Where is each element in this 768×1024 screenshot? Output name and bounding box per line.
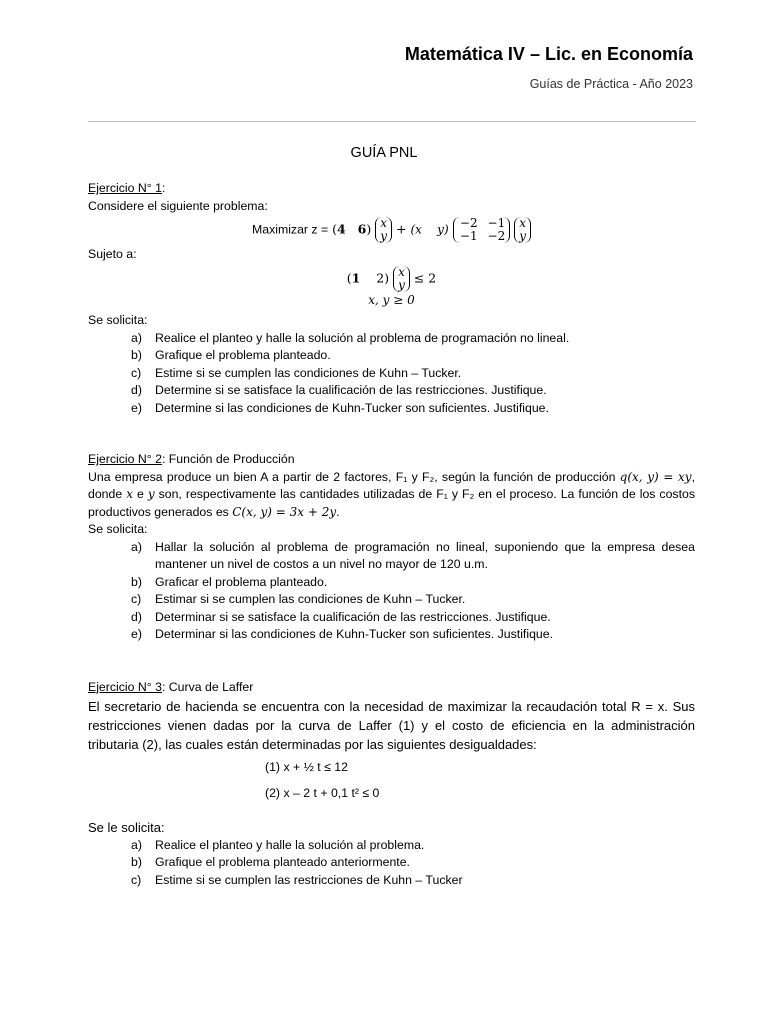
exercise-3-paragraph: El secretario de hacienda se encuentra con la necesidad de maximizar la recaudación total R = x. Sus restricciones vienen dadas por la curva de Laffer (1) y el costo de eficiencia en la administración tributaria (2), las cuales están determinadas por las siguientes desigualdades: <box>88 698 695 752</box>
list-item: b) Grafique el problema planteado. <box>131 348 331 362</box>
header-subtitle: Guías de Práctica - Año 2023 <box>529 77 693 91</box>
exercise-2-items <box>88 539 695 644</box>
xy-column-vector: x y <box>375 217 392 243</box>
exercise-1-intro: Considere el siguiente problema: <box>88 198 268 213</box>
exercise-2-title: Ejercicio N° 2: Función de Producción <box>88 452 295 466</box>
list-item: a) Realice el planteo y halle la solución al problema. <box>131 837 425 852</box>
objective-linear-vector: (4 6) <box>332 221 372 237</box>
list-item: e) Determine si las condiciones de Kuhn-Tucker son suficientes. Justifique. <box>131 400 549 415</box>
list-item: c) Estime si se cumplen las condiciones de Kuhn – Tucker. <box>131 365 462 380</box>
exercise-1 <box>88 180 695 417</box>
exercise-1-title: Ejercicio N° 1: <box>88 181 166 195</box>
objective-function: Maximizar z = (4 6) x y + (x y) −2 −1 −1 −2 x y <box>88 217 695 243</box>
exercise-3 <box>88 678 695 890</box>
objective-label: Maximizar z = <box>251 222 329 237</box>
header-title: Matemática IV – Lic. en Economía <box>404 44 693 64</box>
header-divider <box>88 121 696 122</box>
list-item: d) Determinar si se satisface la cualificación de las restricciones. Justifique. <box>131 609 551 624</box>
list-item: b) Graficar el problema planteado. <box>131 574 328 589</box>
inequality-1: (1) x + ½ t ≤ 12 <box>265 759 348 774</box>
xy-row-vector: (x y) <box>410 222 449 237</box>
exercise-2 <box>88 451 695 644</box>
inequality-2: (2) x – 2 t + 0,1 t² ≤ 0 <box>265 785 380 800</box>
exercise-3-request: Se le solicita: <box>88 819 165 835</box>
list-item: c) Estimar si se cumplen las condiciones de Kuhn – Tucker. <box>131 592 466 606</box>
list-item: d) Determine si se satisface la cualificación de las restricciones. Justifique. <box>131 383 547 397</box>
exercise-1-items <box>88 330 695 418</box>
constraint-1: (1 2) x y ≤ 2 <box>346 264 437 292</box>
subject-to-label: Sujeto a: <box>88 247 137 261</box>
list-item: a) Realice el planteo y halle la solución al problema de programación no lineal. <box>131 330 570 345</box>
list-item: b) Grafique el problema planteado anteriormente. <box>131 855 410 869</box>
xy-column-vector-2: x y <box>514 217 531 243</box>
quadratic-matrix: −2 −1 −1 −2 <box>453 217 511 243</box>
list-item: c) Estime si se cumplen las restricciones de Kuhn – Tucker <box>131 872 463 887</box>
exercise-2-paragraph: Una empresa produce un bien A a partir de 2 factores, F₁ y F₂, según la función de producción q(x, y) = xy, donde x e y son, respectivamente las cantidades utilizadas de F₁ y F₂ en el proceso. La función de los costos productivos generados es C(x, y) = 3x + 2y. <box>88 469 695 519</box>
exercise-3-title: Ejercicio N° 3: Curva de Laffer <box>88 679 254 694</box>
exercise-2-request: Se solicita: <box>88 522 148 536</box>
list-item: a) Hallar la solución al problema de programación no lineal, suponiendo que la empresa desea mantener un nivel de costos a un nivel no mayor de 120 u.m. <box>131 539 695 571</box>
list-item: e) Determinar si las condiciones de Kuhn-Tucker son suficientes. Justifique. <box>131 627 554 641</box>
exercise-1-request: Se solicita: <box>88 313 148 327</box>
guide-title: GUÍA PNL <box>350 145 418 161</box>
constraint-2: x, y ≥ 0 <box>368 292 415 307</box>
exercise-3-items <box>88 837 695 890</box>
document-body <box>88 180 695 889</box>
